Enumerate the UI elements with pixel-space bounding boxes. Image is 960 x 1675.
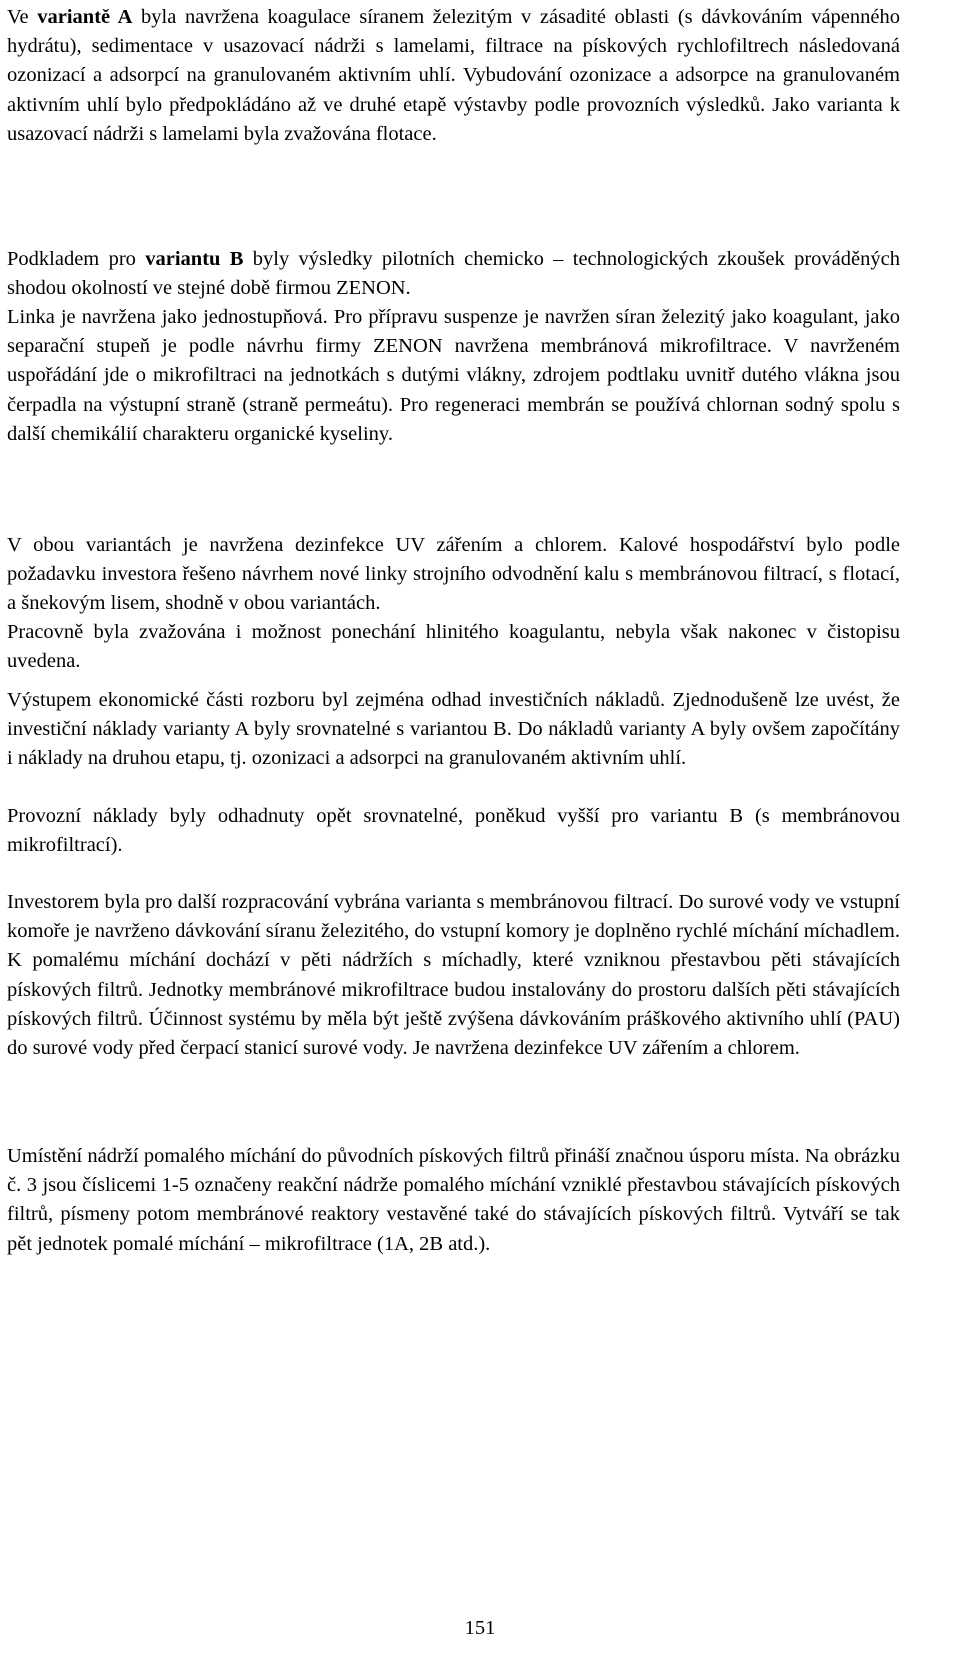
text-run: Umístění nádrží pomalého míchání do původních pískových filtrů přináší značnou úsporu místa. Na obrázku č. 3 jsou číslicemi 1-5 označeny reakční nádrže pomalého míchání vzniklé přestavbou stávajících pískových filtrů, písmeny potom membránové reaktory vestavěné také do stávajících pískových filtrů. Vytváří se tak pět jednotek pomalé míchání – mikrofiltrace (1A, 2B atd.). <box>7 1145 900 1255</box>
text-run: byly výsledky pilotních chemicko – technologických zkoušek prováděných shodou okolností ve stejné době firmou ZENON. <box>7 248 900 300</box>
text-run: Pracovně byla zvažována i možnost ponechání hlinitého koagulantu, nebyla však nakonec v čistopisu uvedena. <box>7 621 900 673</box>
paragraph-variant-b <box>7 245 900 303</box>
paragraph-disinfection <box>7 531 900 619</box>
text-run: Podkladem pro <box>7 248 146 270</box>
text-run: Ve <box>7 6 38 28</box>
text-run: Linka je navržena jako jednostupňová. Pro přípravu suspenze je navržen síran železitý jako koagulant, jako separační stupeň je podle návrhu firmy ZENON navržena membránová mikrofiltrace. V navrženém uspořádání jde o mikrofiltraci na jednotkách s dutými vlákny, zdrojem podtlaku uvnitř dutého vlákna jsou čerpadla na výstupní straně (straně permeátu). Pro regeneraci membrán se používá chlornan sodný spolu s další chemikálií charakteru organické kyseliny. <box>7 306 900 445</box>
text-run: Provozní náklady byly odhadnuty opět srovnatelné, poněkud vyšší pro variantu B (s membránovou mikrofiltrací). <box>7 805 900 857</box>
paragraph-coagulant-option <box>7 618 900 676</box>
paragraph-line-description <box>7 303 900 449</box>
text-run: V obou variantách je navržena dezinfekce UV zářením a chlorem. Kalové hospodářství bylo podle požadavku investora řešeno návrhem nové linky strojního odvodnění kalu s membránovou filtrací, s flotací, a šnekovým lisem, shodně v obou variantách. <box>7 534 900 615</box>
text-run: byla navržena koagulace síranem železitým v zásadité oblasti (s dávkováním vápenného hydrátu), sedimentace v usazovací nádrži s lamelami, filtrace na pískových rychlofiltrech následovaná ozonizací a adsorpcí na granulovaném aktivním uhlí. Vybudování ozonizace a adsorpce na granulovaném aktivním uhlí bylo předpokládáno až ve druhé etapě výstavby podle provozních výsledků. Jako varianta k usazovací nádrži s lamelami byla zvažována flotace. <box>7 6 901 145</box>
page-number: 151 <box>464 1617 496 1639</box>
bold-term-variant-a: variantě A <box>37 6 133 28</box>
bold-term-variant-b: variantu B <box>145 248 244 270</box>
paragraph-variant-a <box>7 3 900 149</box>
paragraph-tank-placement <box>7 1142 900 1259</box>
text-run: Výstupem ekonomické části rozboru byl zejména odhad investičních nákladů. Zjednodušeně lze uvést, že investiční náklady varianty A byly srovnatelné s variantou B. Do nákladů varianty A byly ovšem započítány i náklady na druhou etapu, tj. ozonizaci a adsorpci na granulovaném aktivním uhlí. <box>7 689 900 770</box>
paragraph-selected-variant <box>7 888 900 1063</box>
text-run: Investorem byla pro další rozpracování vybrána varianta s membránovou filtrací. Do surové vody ve vstupní komoře je navrženo dávkování síranu železitého, do vstupní komory je doplněno rychlé míchání míchadlem. K pomalému míchání dochází v pěti nádržích s míchadly, které vzniknou přestavbou pěti stávajících pískových filtrů. Jednotky membránové mikrofiltrace budou instalovány do prostoru dalších pěti stávajících pískových filtrů. Účinnost systému by měla být ještě zvýšena dávkováním práškového aktivního uhlí (PAU) do surové vody před čerpací stanicí surové vody. Je navržena dezinfekce UV zářením a chlorem. <box>7 891 900 1060</box>
paragraph-economic-analysis <box>7 686 900 774</box>
paragraph-operating-costs <box>7 802 900 860</box>
